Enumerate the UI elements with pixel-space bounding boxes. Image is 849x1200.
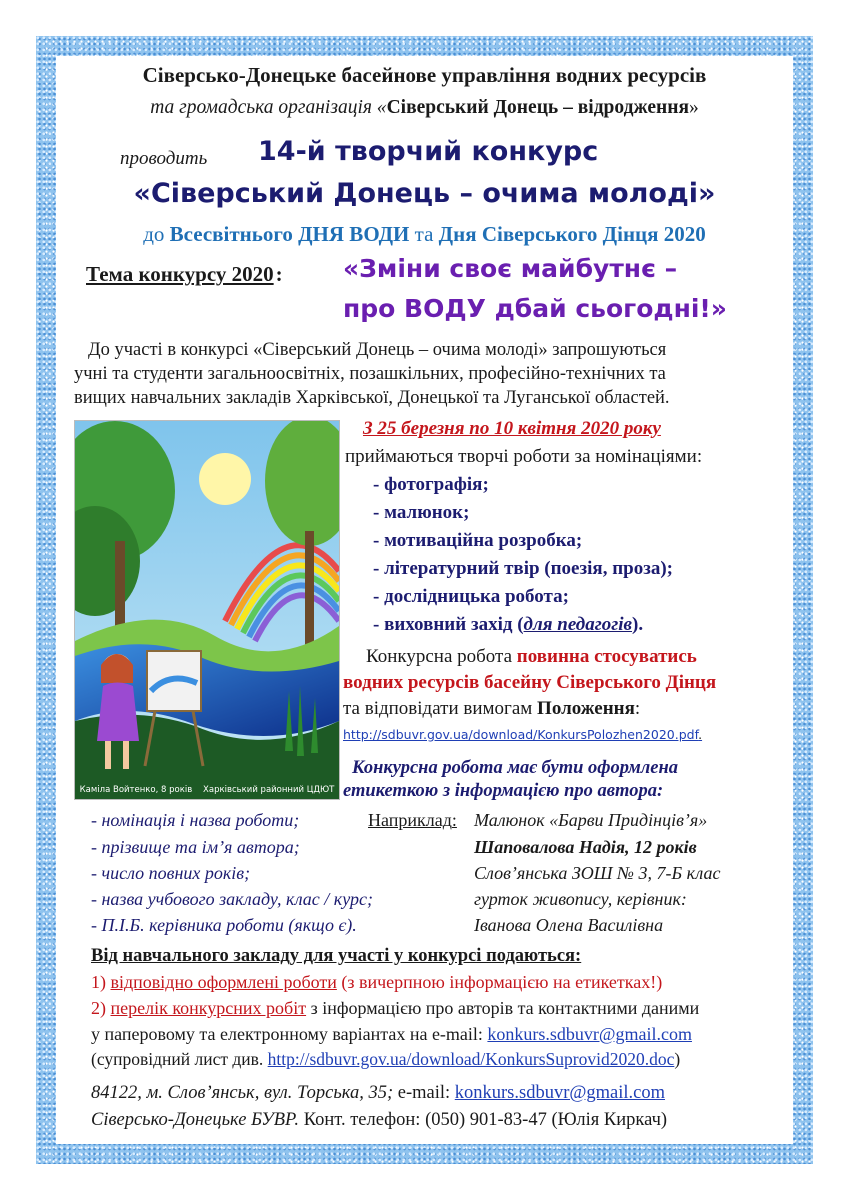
contest-title: 14-й творчий конкурс	[258, 136, 599, 167]
email-prefix: у паперовому та електронному варіантах на e-mail:	[91, 1024, 488, 1044]
example-label	[368, 810, 457, 831]
example-line: Шаповалова Надія, 12 років	[474, 837, 697, 857]
work-requirements-prefix: та відповідати вимогам	[343, 698, 538, 719]
nomination-for-teachers: для педагогів	[523, 614, 633, 635]
partner-line	[56, 97, 793, 119]
theme-line-2: про ВОДУ дбай сьогодні!»	[343, 294, 727, 323]
work-water-resources: водних ресурсів басейну Сіверського Дінця	[343, 672, 717, 693]
requirement-item: - П.І.Б. керівника роботи (якщо є).	[91, 915, 357, 935]
partner-prefix: та громадська організація «	[150, 97, 387, 118]
intro-line-1: До участі в конкурсі «Сіверський Донець – очима молоді» запрошуються	[88, 340, 667, 360]
nomination-item: - дослідницька робота;	[373, 586, 569, 607]
caption-author: Каміла Войтенко, 8 років	[79, 785, 193, 795]
theme-label-text: Тема конкурсу 2020	[86, 262, 274, 286]
contest-name: «Сіверський Донець – очима молоді»	[133, 178, 716, 209]
work-line-1	[366, 646, 697, 668]
intro-line-2: учні та студенти загальноосвітніх, позашкільних, професійно-технічних та	[74, 364, 666, 384]
item-number: 2)	[91, 998, 111, 1018]
footer-email-link[interactable]: konkurs.sdbuvr@gmail.com	[454, 1083, 666, 1103]
email-line	[91, 1024, 692, 1045]
dedication-water-day: Всесвітнього ДНЯ ВОДИ	[169, 222, 410, 246]
painting-illustration	[75, 421, 339, 799]
conducts-text: проводить	[120, 148, 208, 169]
nomination-last-prefix: - виховний захід (	[373, 614, 524, 635]
submission-email-link[interactable]: konkurs.sdbuvr@gmail.com	[487, 1024, 692, 1044]
work-line-3	[343, 698, 640, 720]
item-works: відповідно оформлені роботи	[110, 972, 337, 992]
footer-org: Сіверсько-Донецьке БУВР.	[91, 1110, 300, 1130]
accepted-text: приймаються творчі роботи за номінаціями:	[345, 446, 703, 467]
example-line: гурток живопису, керівник:	[474, 889, 687, 909]
dedication-prefix: до	[143, 222, 170, 246]
item-number: 1)	[91, 972, 111, 992]
item-list-note: з інформацією про авторів та контактними даними	[306, 998, 700, 1018]
submission-dates: З 25 березня по 10 квітня 2020 року	[363, 418, 661, 439]
work-prefix: Конкурсна робота	[366, 646, 517, 667]
item-works-note: (з вичерпною інформацією на етикетках!)	[336, 972, 663, 992]
item-list: перелік конкурсних робіт	[110, 998, 307, 1018]
org-title: Сіверсько-Донецьке басейнове управління водних ресурсів	[142, 63, 707, 87]
footer-contact-line	[91, 1110, 667, 1131]
footer-phone: Конт. телефон: (050) 901-83-47 (Юлія Киркач)	[299, 1110, 668, 1130]
nomination-item	[373, 614, 643, 636]
dedication-mid: та	[409, 222, 439, 246]
cover-letter-line	[91, 1049, 680, 1070]
requirement-item: - номінація і назва роботи;	[91, 810, 300, 830]
example-line: Іванова Олена Василівна	[474, 915, 664, 935]
partner-suffix: »	[689, 97, 699, 118]
nomination-item: - мотиваційна розробка;	[373, 530, 583, 551]
intro-line-3: вищих навчальних закладів Харківської, Донецької та Луганської областей.	[74, 388, 670, 408]
footer-address-line	[91, 1083, 665, 1104]
requirement-item: - назва учбового закладу, клас / курс;	[91, 889, 373, 909]
children-painting	[74, 420, 340, 800]
nomination-item: - літературний твір (поезія, проза);	[373, 558, 673, 579]
submission-item	[91, 972, 662, 993]
theme-label-colon: :	[275, 262, 283, 286]
work-line-2	[343, 672, 716, 694]
requirement-item: - число повних років;	[91, 863, 251, 883]
dedication	[56, 222, 793, 247]
work-colon: :	[634, 698, 641, 719]
work-must-relate: повинна стосуватись	[516, 646, 697, 667]
work-regulation: Положення	[537, 698, 635, 719]
example-line: Слов’янська ЗОШ № 3, 7-Б клас	[474, 863, 721, 883]
regulation-link-url[interactable]: http://sdbuvr.gov.ua/download/KonkursPolozhen2020.pdf	[343, 727, 699, 742]
caption-school: Харківський районний ЦДЮТ	[203, 785, 335, 795]
partner-name: Сіверський Донець – відродження	[386, 97, 690, 118]
requirement-item: - прізвище та ім’я автора;	[91, 837, 300, 857]
footer-email-label: e-mail:	[393, 1083, 455, 1103]
regulation-link-period: .	[698, 727, 703, 742]
nomination-item: - малюнок;	[373, 502, 470, 523]
theme-line-1: «Зміни своє майбутнє –	[343, 254, 678, 283]
label-instruction-1: Конкурсна робота має бути оформлена	[352, 758, 679, 778]
painting-caption	[75, 785, 339, 795]
example-label-text: Наприклад	[368, 810, 452, 830]
regulation-link[interactable]	[343, 727, 702, 742]
cover-prefix: (супровідний лист див.	[91, 1049, 268, 1069]
cover-suffix: )	[674, 1049, 681, 1069]
example-line: Малюнок «Барви Придінців’я»	[474, 810, 708, 830]
nomination-item: - фотографія;	[373, 474, 489, 495]
nomination-last-suffix: ).	[632, 614, 644, 635]
cover-letter-link[interactable]: http://sdbuvr.gov.ua/download/KonkursSuprovid2020.doc	[267, 1049, 675, 1069]
footer-address: 84122, м. Слов’янськ, вул. Торська, 35;	[91, 1083, 394, 1103]
example-colon: :	[451, 810, 457, 830]
submission-item	[91, 998, 699, 1019]
dedication-donets-day: Дня Сіверського Дінця 2020	[438, 222, 706, 246]
theme-label	[86, 262, 283, 287]
submission-heading: Від навчального закладу для участі у конкурсі подаються:	[91, 946, 582, 966]
label-instruction-2: етикеткою з інформацією про автора:	[343, 781, 664, 801]
